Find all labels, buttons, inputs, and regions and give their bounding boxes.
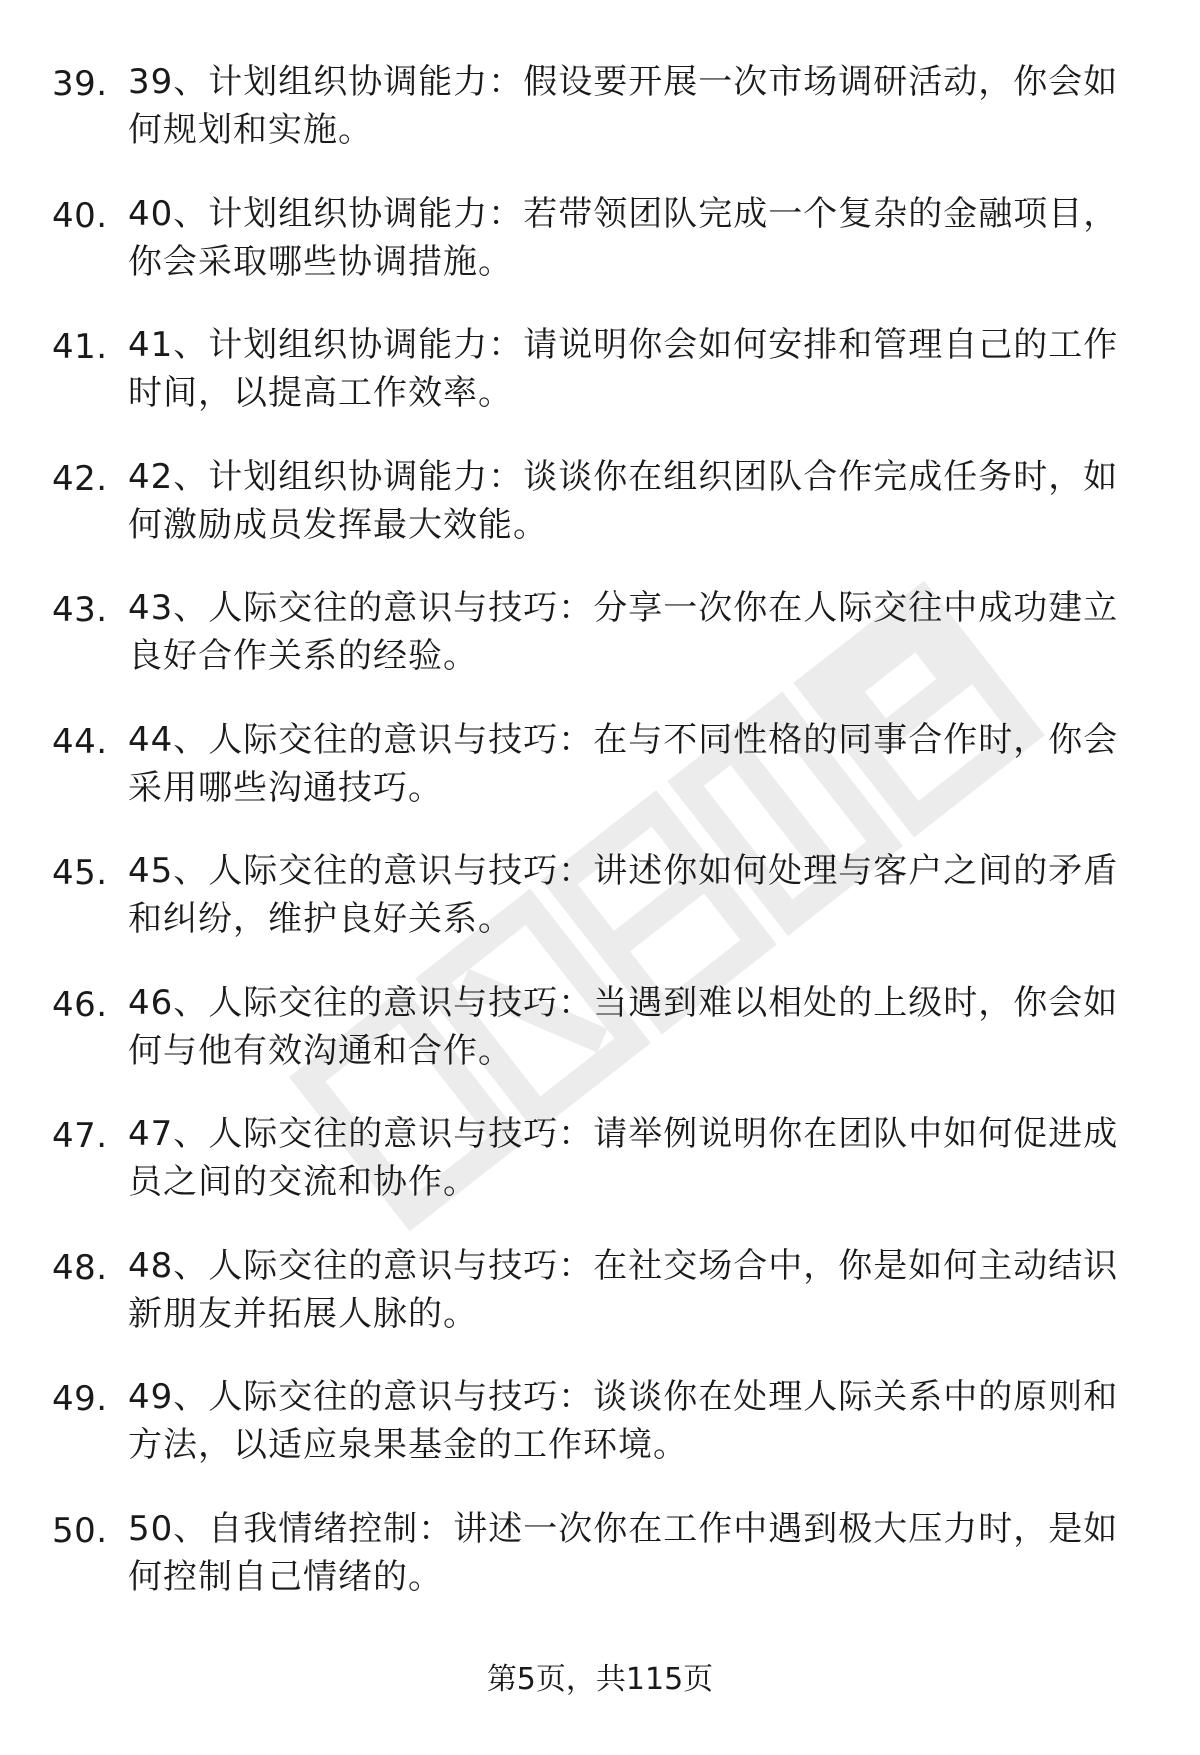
question-text: 43、人际交往的意识与技巧：分享一次你在人际交往中成功建立良好合作关系的经验。 <box>128 588 1119 676</box>
question-text: 41、计划组织协调能力：请说明你会如何安排和管理自己的工作时间，以提高工作效率。 <box>128 325 1119 413</box>
question-text: 39、计划组织协调能力：假设要开展一次市场调研活动，你会如何规划和实施。 <box>128 62 1119 150</box>
question-number: 40. <box>52 195 108 236</box>
question-text: 45、人际交往的意识与技巧：讲述你如何处理与客户之间的矛盾和纠纷，维护良好关系。 <box>128 851 1119 939</box>
question-text: 49、人际交往的意识与技巧：谈谈你在处理人际关系中的原则和方法，以适应泉果基金的工作环境。 <box>128 1377 1119 1465</box>
question-text: 46、人际交往的意识与技巧：当遇到难以相处的上级时，你会如何与他有效沟通和合作。 <box>128 982 1119 1071</box>
question-number: 41. <box>52 327 108 367</box>
question-number: 45. <box>52 853 108 893</box>
question-number: 48. <box>52 1247 108 1288</box>
question-text: 40、计划组织协调能力：若带领团队完成一个复杂的金融项目，你会采取哪些协调措施。 <box>128 193 1119 282</box>
question-number: 46. <box>52 984 108 1025</box>
list-item <box>0 190 1200 322</box>
question-list <box>0 58 1200 1636</box>
question-text: 44、人际交往的意识与技巧：在与不同性格的同事合作时，你会采用哪些沟通技巧。 <box>128 719 1119 808</box>
question-text: 48、人际交往的意识与技巧：在社交场合中，你是如何主动结识新朋友并拓展人脉的。 <box>128 1245 1119 1334</box>
question-number: 47. <box>52 1116 108 1156</box>
question-number: 50. <box>52 1510 108 1551</box>
question-number: 49. <box>52 1379 108 1419</box>
list-item <box>0 847 1200 979</box>
list-item <box>0 1242 1200 1374</box>
question-number: 44. <box>52 721 108 762</box>
list-item <box>0 1505 1200 1637</box>
question-text: 47、人际交往的意识与技巧：请举例说明你在团队中如何促进成员之间的交流和协作。 <box>128 1114 1119 1202</box>
question-number: 42. <box>52 458 108 499</box>
question-number: 43. <box>52 590 108 630</box>
list-item <box>0 1110 1200 1242</box>
question-text: 42、计划组织协调能力：谈谈你在组织团队合作完成任务时，如何激励成员发挥最大效能。 <box>128 456 1119 545</box>
list-item <box>0 584 1200 716</box>
list-item <box>0 321 1200 453</box>
list-item <box>0 979 1200 1111</box>
question-text: 50、自我情绪控制：讲述一次你在工作中遇到极大压力时，是如何控制自己情绪的。 <box>128 1508 1119 1597</box>
page-footer: 第5页，共115页 <box>486 1662 714 1697</box>
question-number: 39. <box>52 64 108 104</box>
list-item <box>0 716 1200 848</box>
list-item <box>0 1373 1200 1505</box>
list-item <box>0 58 1200 190</box>
list-item <box>0 453 1200 585</box>
